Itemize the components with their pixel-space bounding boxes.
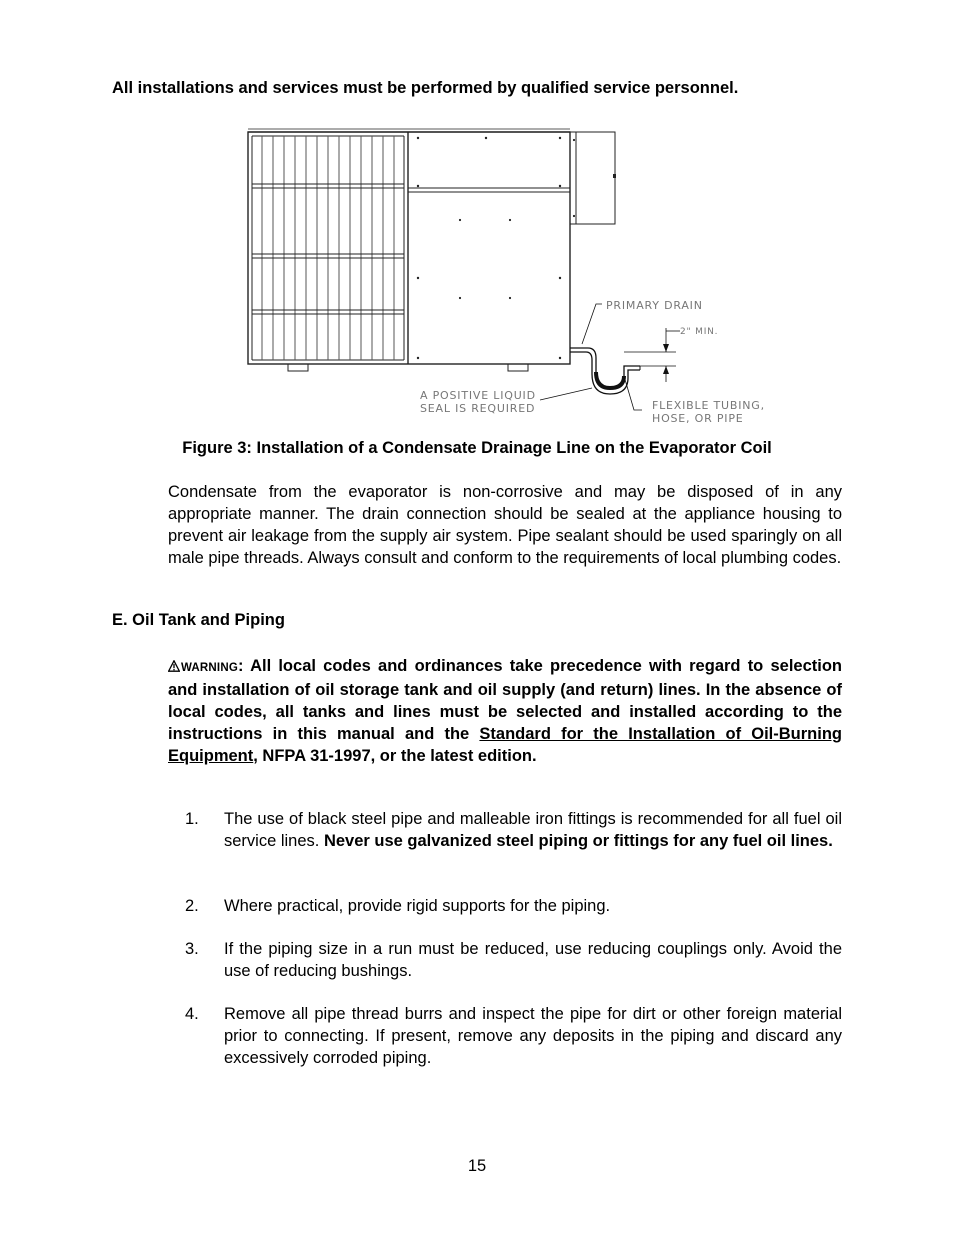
primary-drain-label: PRIMARY DRAIN (606, 299, 703, 312)
standard-title: Standard for the Installation of Oil-Burning Equipment (168, 725, 843, 765)
list-item-text: If the piping size in a run must be reduced, use reducing couplings only. Avoid the use of reducing bushings. (224, 940, 842, 980)
condensate-drain-figure (240, 126, 780, 426)
list-item (168, 895, 842, 917)
list-item-text: Remove all pipe thread burrs and inspect the pipe for dirt or other foreign material prior to connecting. If present, remove any deposits in the piping and discard any excessively corroded piping. (224, 1005, 842, 1067)
list-item-number: 3. (185, 940, 199, 958)
page-number: 15 (467, 1157, 487, 1175)
liquid-seal-label-line2: SEAL IS REQUIRED (420, 402, 536, 415)
warning-text-end: , NFPA 31-1997, or the latest edition. (253, 747, 537, 765)
warning-text: : All local codes and ordinances take precedence with regard to selection and installation of oil storage tank and oil supply (and return) lines. In the absence of local codes, all tanks and lines must be selected and installed according to the instructions in this manual and the (168, 657, 842, 743)
list-item (168, 808, 842, 852)
condensate-paragraph: Condensate from the evaporator is non-corrosive and may be disposed of in any appropriate manner. The drain connection should be sealed at the appliance housing to prevent air leakage from the supply air system. Pipe sealant should be used sparingly on all male pipe threads. Always consult and conform to the requirements of local plumbing codes. (168, 483, 842, 567)
list-item (168, 1003, 842, 1069)
figure-caption: Figure 3: Installation of a Condensate Drainage Line on the Evaporator Coil (182, 439, 772, 457)
list-item-number: 1. (185, 810, 199, 828)
list-item-number: 2. (185, 897, 199, 915)
qualified-personnel-notice: All installations and services must be performed by qualified service personnel. (112, 79, 739, 97)
list-item-text: The use of black steel pipe and malleable iron fittings is recommended for all fuel oil service lines. (224, 810, 842, 850)
liquid-seal-label-line1: A POSITIVE LIQUID (420, 389, 536, 402)
flexible-tubing-label-line1: FLEXIBLE TUBING, (652, 399, 765, 412)
list-item-number: 4. (185, 1005, 199, 1023)
min-clearance-label: 2" MIN. (680, 327, 719, 337)
section-heading: E. Oil Tank and Piping (112, 611, 285, 629)
flexible-tubing-label-line2: HOSE, OR PIPE (652, 412, 744, 425)
list-item-bold-text: Never use galvanized steel piping or fittings for any fuel oil lines. (323, 832, 833, 850)
list-item-text: Where practical, provide rigid supports for the piping. (224, 897, 611, 915)
list-item (168, 938, 842, 982)
warning-icon (168, 660, 180, 672)
warning-label: WARNING (181, 662, 238, 674)
warning-block (168, 655, 842, 767)
